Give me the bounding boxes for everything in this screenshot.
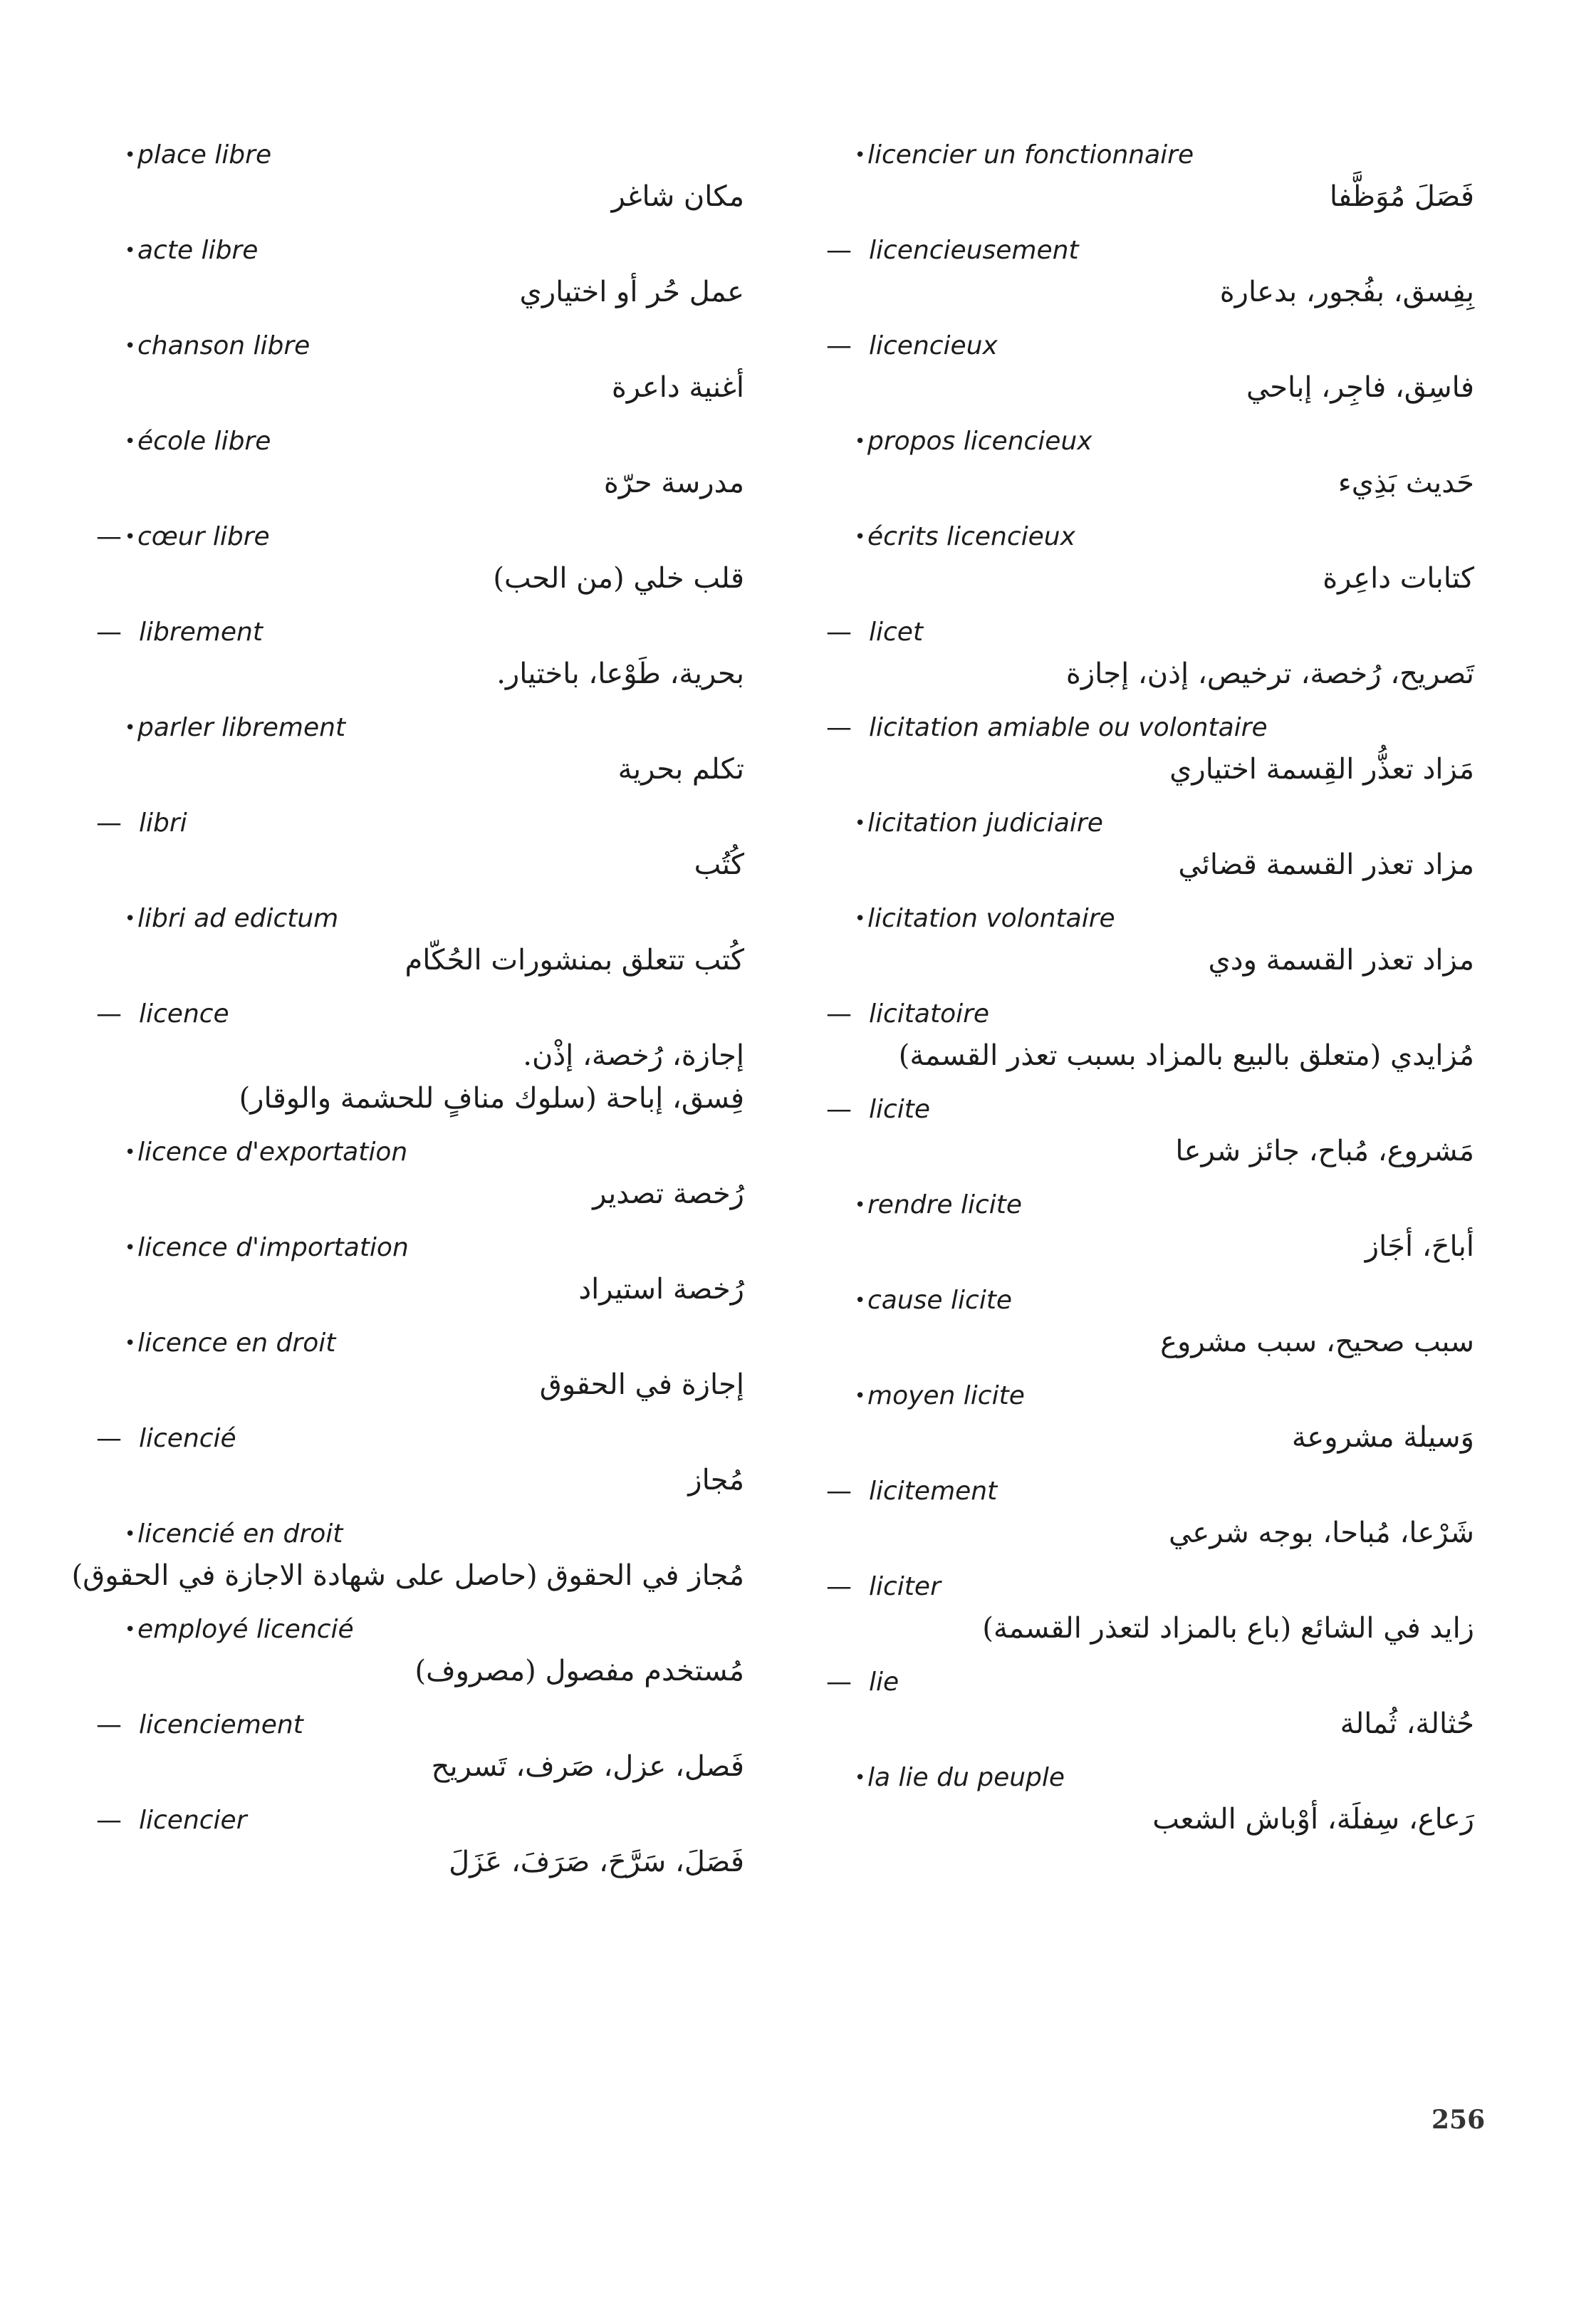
dictionary-entry <box>96 231 751 313</box>
dictionary-entry <box>826 135 1481 218</box>
dictionary-entry <box>96 517 751 600</box>
dictionary-entry <box>826 326 1481 409</box>
arabic-translation: أباحَ، أجَاز <box>1365 1230 1474 1263</box>
term-text: licencié <box>139 1424 236 1453</box>
dash-marker: — <box>826 999 852 1029</box>
term-text: moyen licite <box>867 1381 1025 1410</box>
term-text: licence <box>139 999 229 1029</box>
term-text: place libre <box>137 140 272 170</box>
arabic-translation: عمل حُر أو اختياري <box>519 276 744 308</box>
arabic-translation: شَرْعا، مُباحا، بوجه شرعي <box>1169 1517 1474 1549</box>
dash-marker: — <box>826 713 852 742</box>
arabic-translation: مُزايدي (متعلق بالبيع بالمزاد بسبب تعذر القسمة) <box>898 1039 1474 1072</box>
headword <box>826 708 1481 748</box>
term-text: parler librement <box>137 713 346 742</box>
term-text: libri ad edictum <box>137 904 339 933</box>
dash-marker: — <box>826 1095 852 1124</box>
dictionary-entry <box>826 1663 1481 1745</box>
arabic-translation: كُتب تتعلق بمنشورات الحُكّام <box>405 944 744 977</box>
arabic-translation: إجازة، رُخصة، إذْن. <box>523 1039 744 1072</box>
dictionary-entry <box>96 613 751 695</box>
arabic-translation: بِفِسق، بفُجور، بدعارة <box>1219 276 1474 308</box>
dash-marker: — <box>826 1477 852 1506</box>
arabic-translation: رَعاع، سِفلَة، أوْباش الشعب <box>1152 1803 1474 1836</box>
headword <box>826 1090 1481 1130</box>
subentry-term <box>826 1281 1481 1321</box>
subentry-term <box>826 517 1481 557</box>
arabic-translation: فاسِق، فاجِر، إباحي <box>1246 371 1474 404</box>
term-text: licitation volontaire <box>867 904 1115 933</box>
bullet-marker: • <box>125 526 136 548</box>
left-column <box>71 135 751 1896</box>
arabic-translation: فَصَلَ مُوَظَّفا <box>1329 180 1474 213</box>
page-number: 256 <box>1431 2105 1486 2135</box>
arabic-translation: فِسق، إباحة (سلوك منافٍ للحشمة والوقار) <box>239 1082 744 1115</box>
dictionary-entry <box>826 1567 1481 1650</box>
bullet-marker: • <box>855 1385 866 1407</box>
dictionary-entry <box>826 517 1481 600</box>
bullet-marker: • <box>855 526 866 548</box>
bullet-marker: • <box>855 813 866 834</box>
bullet-marker: • <box>125 1524 136 1545</box>
dictionary-entry <box>71 1514 751 1597</box>
arabic-translation: أغنية داعرة <box>611 371 744 404</box>
term-text: licitement <box>869 1477 998 1506</box>
arabic-translation: رُخصة استيراد <box>578 1273 744 1306</box>
subentry-term <box>96 1610 751 1650</box>
bullet-marker: • <box>125 1142 136 1163</box>
bullet-marker: • <box>125 908 136 930</box>
subentry-term <box>96 326 751 366</box>
dictionary-entry <box>826 422 1481 504</box>
dash-marker: — <box>826 236 852 265</box>
subentry-term <box>96 231 751 271</box>
dictionary-entry <box>96 422 751 504</box>
term-text: licenciement <box>139 1710 303 1739</box>
headword <box>826 1567 1481 1607</box>
dash-marker: — <box>826 1572 852 1601</box>
dictionary-entry <box>96 803 751 886</box>
term-text: acte libre <box>137 236 259 265</box>
bullet-marker: • <box>125 1333 136 1354</box>
term-text: écrits licencieux <box>867 522 1075 551</box>
subentry-term <box>826 1758 1481 1798</box>
term-text: licitation amiable ou volontaire <box>869 713 1268 742</box>
bullet-marker: • <box>125 240 136 261</box>
dictionary-entry <box>826 613 1481 695</box>
dictionary-entry <box>96 1323 751 1406</box>
bullet-marker: • <box>855 1767 866 1789</box>
bullet-marker: • <box>855 431 866 452</box>
bullet-marker: • <box>125 1237 136 1259</box>
arabic-translation: رُخصة تصدير <box>593 1177 744 1210</box>
term-text: licencier un fonctionnaire <box>867 140 1194 170</box>
dictionary-entry <box>96 135 751 218</box>
subentry-term <box>96 1323 751 1363</box>
headword <box>826 1472 1481 1512</box>
headword <box>96 1705 751 1745</box>
arabic-translation: وَسيلة مشروعة <box>1291 1421 1474 1454</box>
arabic-translation: مزاد تعذر القسمة ودي <box>1208 944 1474 977</box>
term-text: chanson libre <box>137 331 311 360</box>
dictionary-entry <box>96 1228 751 1311</box>
dictionary-entry <box>826 1185 1481 1268</box>
bullet-marker: • <box>855 1195 866 1216</box>
subentry-term <box>826 899 1481 939</box>
dictionary-entry <box>826 1090 1481 1172</box>
dash-marker: — <box>96 1806 122 1835</box>
dash-marker: — <box>96 618 122 647</box>
bullet-marker: • <box>125 335 136 357</box>
dash-marker: — <box>96 1424 122 1453</box>
subentry-term <box>96 517 751 557</box>
arabic-translation: قلب خلي (من الحب) <box>493 562 744 595</box>
headword <box>826 231 1481 271</box>
dash-marker: — <box>96 1710 122 1739</box>
dictionary-entry <box>96 1801 751 1883</box>
arabic-translation: إجازة في الحقوق <box>539 1368 744 1401</box>
dictionary-entry <box>826 708 1481 791</box>
arabic-translation: مكان شاغر <box>611 180 744 213</box>
dictionary-entry <box>96 1610 751 1692</box>
dictionary-entry <box>826 1376 1481 1459</box>
headword <box>96 1801 751 1841</box>
dash-marker: — <box>96 999 122 1029</box>
term-text: licence d'importation <box>137 1233 409 1262</box>
term-text: cause licite <box>867 1286 1013 1315</box>
arabic-translation: تَصريح، رُخصة، ترخيص، إذن، إجازة <box>1065 657 1474 690</box>
arabic-translation: بحرية، طَوْعا، باختيار. <box>496 657 744 690</box>
subentry-term <box>96 899 751 939</box>
term-text: employé licencié <box>137 1615 354 1644</box>
term-text: rendre licite <box>867 1190 1023 1219</box>
term-text: lie <box>869 1668 899 1697</box>
term-text: propos licencieux <box>867 427 1092 456</box>
dictionary-entry <box>96 899 751 982</box>
arabic-translation: مدرسة حرّة <box>603 467 744 499</box>
dictionary-entry <box>826 231 1481 313</box>
bullet-marker: • <box>855 908 866 930</box>
term-text: licencieux <box>869 331 998 360</box>
subentry-term <box>96 135 751 175</box>
bullet-marker: • <box>125 145 136 166</box>
subentry-term <box>96 1133 751 1172</box>
headword <box>96 613 751 652</box>
dash-marker: — <box>96 808 122 838</box>
headword <box>826 994 1481 1034</box>
arabic-translation: كتابات داعِرة <box>1323 562 1474 595</box>
headword <box>96 994 751 1034</box>
dictionary-entry <box>96 1133 751 1215</box>
dictionary-entry <box>826 1281 1481 1363</box>
arabic-translation: مُجاز في الحقوق (حاصل على شهادة الاجازة في الحقوق) <box>71 1559 744 1592</box>
term-text: librement <box>139 618 263 647</box>
dictionary-entry <box>96 708 751 791</box>
arabic-translation: مُستخدم مفصول (مصروف) <box>414 1655 744 1687</box>
arabic-translation: سبب صحيح، سبب مشروع <box>1160 1326 1474 1358</box>
bullet-marker: • <box>855 1290 866 1311</box>
term-text: licitatoire <box>869 999 990 1029</box>
dash-marker: — <box>826 618 852 647</box>
arabic-translation: فَصَلَ، سَرَّحَ، صَرَفَ، عَزَلَ <box>449 1846 744 1878</box>
term-text: licite <box>869 1095 931 1124</box>
arabic-translation: زايد في الشائع (باع بالمزاد لتعذر القسمة) <box>982 1612 1474 1645</box>
subentry-term <box>96 708 751 748</box>
arabic-translation: حَديث بَذِيء <box>1337 467 1474 499</box>
arabic-translation: حُثالة، ثُمالة <box>1340 1707 1474 1740</box>
subentry-term <box>826 1185 1481 1225</box>
arabic-translation: مزاد تعذر القسمة قضائي <box>1178 848 1474 881</box>
subentry-term <box>826 1376 1481 1416</box>
bullet-marker: • <box>125 717 136 739</box>
dictionary-entry <box>96 1419 751 1502</box>
dash-marker: — <box>826 331 852 360</box>
term-text: école libre <box>137 427 271 456</box>
term-text: licence d'exportation <box>137 1138 408 1167</box>
term-text: licence en droit <box>137 1328 336 1358</box>
dictionary-entry <box>96 326 751 409</box>
bullet-marker: • <box>855 145 866 166</box>
subentry-term <box>96 422 751 462</box>
dictionary-entry <box>826 994 1481 1077</box>
dictionary-entry <box>826 803 1481 886</box>
dictionary-entry <box>96 994 751 1120</box>
subentry-term <box>826 803 1481 843</box>
term-text: la lie du peuple <box>867 1763 1065 1792</box>
dash-marker: — <box>826 1668 852 1697</box>
term-text: liciter <box>869 1572 941 1601</box>
arabic-translation: فَصل، عزل، صَرف، تَسريح <box>431 1750 744 1783</box>
bullet-marker: • <box>125 431 136 452</box>
arabic-translation: تكلم بحرية <box>617 753 744 786</box>
arabic-translation: كُتُب <box>694 848 744 881</box>
headword <box>826 613 1481 652</box>
term-text: licencier <box>139 1806 247 1835</box>
dash-marker: — <box>96 522 122 551</box>
headword <box>826 1663 1481 1702</box>
term-text: libri <box>139 808 187 838</box>
headword <box>96 803 751 843</box>
dictionary-entry <box>96 1705 751 1788</box>
arabic-translation: مَشروع، مُباح، جائز شرعا <box>1175 1135 1474 1167</box>
term-text: cœur libre <box>137 522 270 551</box>
arabic-translation: مُجاز <box>688 1464 744 1497</box>
bullet-marker: • <box>125 1619 136 1640</box>
dictionary-entry <box>826 899 1481 982</box>
right-column <box>826 135 1481 1853</box>
arabic-translation: مَزاد تعذُّر القِسمة اختياري <box>1169 753 1474 786</box>
term-text: licencieusement <box>869 236 1079 265</box>
term-text: licencié en droit <box>137 1519 343 1549</box>
dictionary-entry <box>826 1472 1481 1554</box>
headword <box>96 1419 751 1459</box>
dictionary-entry <box>826 1758 1481 1841</box>
subentry-term <box>826 422 1481 462</box>
subentry-term <box>96 1228 751 1268</box>
headword <box>826 326 1481 366</box>
subentry-term <box>96 1514 751 1554</box>
term-text: licet <box>869 618 924 647</box>
term-text: licitation judiciaire <box>867 808 1103 838</box>
subentry-term <box>826 135 1481 175</box>
